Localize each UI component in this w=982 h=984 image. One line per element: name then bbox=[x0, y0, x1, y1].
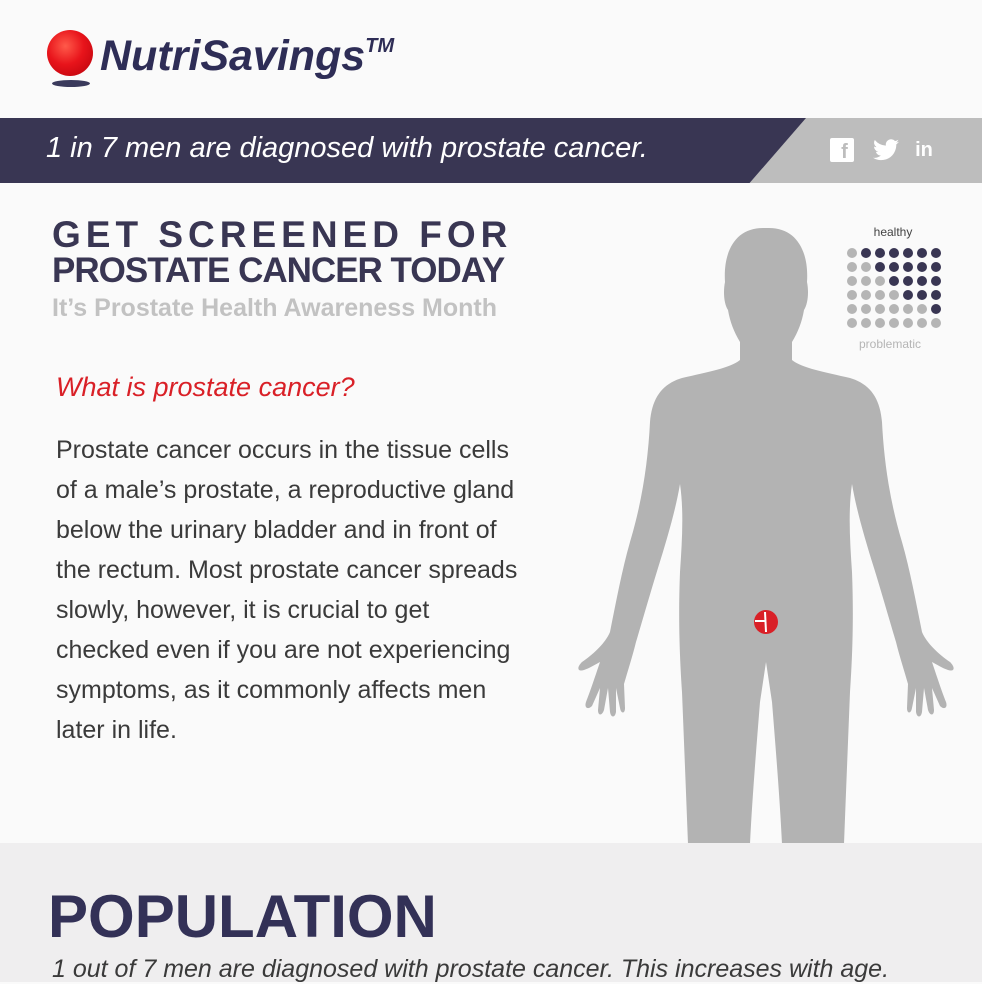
healthy-dot bbox=[861, 248, 871, 258]
healthy-dot bbox=[903, 290, 913, 300]
population-title: POPULATION bbox=[48, 883, 437, 950]
problematic-dot bbox=[861, 318, 871, 328]
healthy-dot bbox=[903, 248, 913, 258]
brand-logo bbox=[44, 28, 464, 92]
facebook-icon[interactable] bbox=[830, 138, 854, 162]
problematic-dot bbox=[847, 290, 857, 300]
problematic-dot bbox=[847, 276, 857, 286]
healthy-dot bbox=[889, 276, 899, 286]
problematic-dot bbox=[917, 318, 927, 328]
healthy-dot bbox=[889, 262, 899, 272]
healthy-dot bbox=[917, 248, 927, 258]
problematic-dot bbox=[903, 304, 913, 314]
logo-ball-icon bbox=[47, 30, 93, 76]
brand-name-text: NutriSavings bbox=[100, 32, 366, 80]
healthy-dot bbox=[917, 262, 927, 272]
problematic-dot bbox=[917, 304, 927, 314]
problematic-dot bbox=[931, 318, 941, 328]
logo-shadow bbox=[52, 80, 90, 87]
healthy-dot bbox=[931, 290, 941, 300]
healthy-dot bbox=[917, 276, 927, 286]
population-text: 1 out of 7 men are diagnosed with prostate cancer. This increases with age. bbox=[52, 955, 890, 983]
dots-label-healthy: healthy bbox=[873, 225, 913, 239]
section-answer: Prostate cancer occurs in the tissue cells of a male’s prostate, a reproductive gland below the urinary bladder and in front of the rectum. Most prostate cancer spreads slowly, however, it is crucial to get checked even if you are not experiencing symptoms, as it commonly affects men later in life. bbox=[56, 436, 518, 744]
healthy-dot bbox=[931, 304, 941, 314]
problematic-dot bbox=[847, 304, 857, 314]
problematic-dot bbox=[847, 318, 857, 328]
prostate-icon bbox=[754, 610, 778, 634]
problematic-dot bbox=[875, 304, 885, 314]
trademark-symbol: TM bbox=[365, 35, 395, 57]
banner-headline: 1 in 7 men are diagnosed with prostate cancer. bbox=[46, 132, 648, 164]
problematic-dot bbox=[847, 248, 857, 258]
dots-label-problematic: problematic bbox=[858, 337, 922, 351]
healthy-dot bbox=[889, 248, 899, 258]
problematic-dot bbox=[889, 304, 899, 314]
problematic-dot bbox=[847, 262, 857, 272]
hero-title-line2: PROSTATE CANCER TODAY bbox=[52, 251, 505, 290]
health-dot-grid bbox=[846, 247, 942, 333]
problematic-dot bbox=[861, 276, 871, 286]
problematic-dot bbox=[875, 276, 885, 286]
healthy-dot bbox=[931, 248, 941, 258]
problematic-dot bbox=[875, 290, 885, 300]
problematic-dot bbox=[889, 318, 899, 328]
hero-title-line1: GET SCREENED FOR bbox=[52, 214, 513, 255]
brand-name bbox=[100, 32, 394, 81]
problematic-dot bbox=[903, 318, 913, 328]
healthy-dot bbox=[875, 262, 885, 272]
problematic-dot bbox=[861, 304, 871, 314]
facebook-glyph: f bbox=[841, 140, 848, 163]
healthy-dot bbox=[917, 290, 927, 300]
problematic-dot bbox=[875, 318, 885, 328]
healthy-dot bbox=[931, 276, 941, 286]
healthy-dot bbox=[903, 262, 913, 272]
problematic-dot bbox=[861, 262, 871, 272]
healthy-dot bbox=[931, 262, 941, 272]
section-question: What is prostate cancer? bbox=[56, 372, 355, 402]
problematic-dot bbox=[861, 290, 871, 300]
problematic-dot bbox=[889, 290, 899, 300]
headline-banner bbox=[0, 118, 982, 183]
healthy-dot bbox=[903, 276, 913, 286]
twitter-icon[interactable] bbox=[872, 138, 900, 162]
linkedin-icon[interactable]: in bbox=[915, 138, 933, 161]
hero-subtitle: It’s Prostate Health Awareness Month bbox=[52, 294, 498, 322]
healthy-dot bbox=[875, 248, 885, 258]
